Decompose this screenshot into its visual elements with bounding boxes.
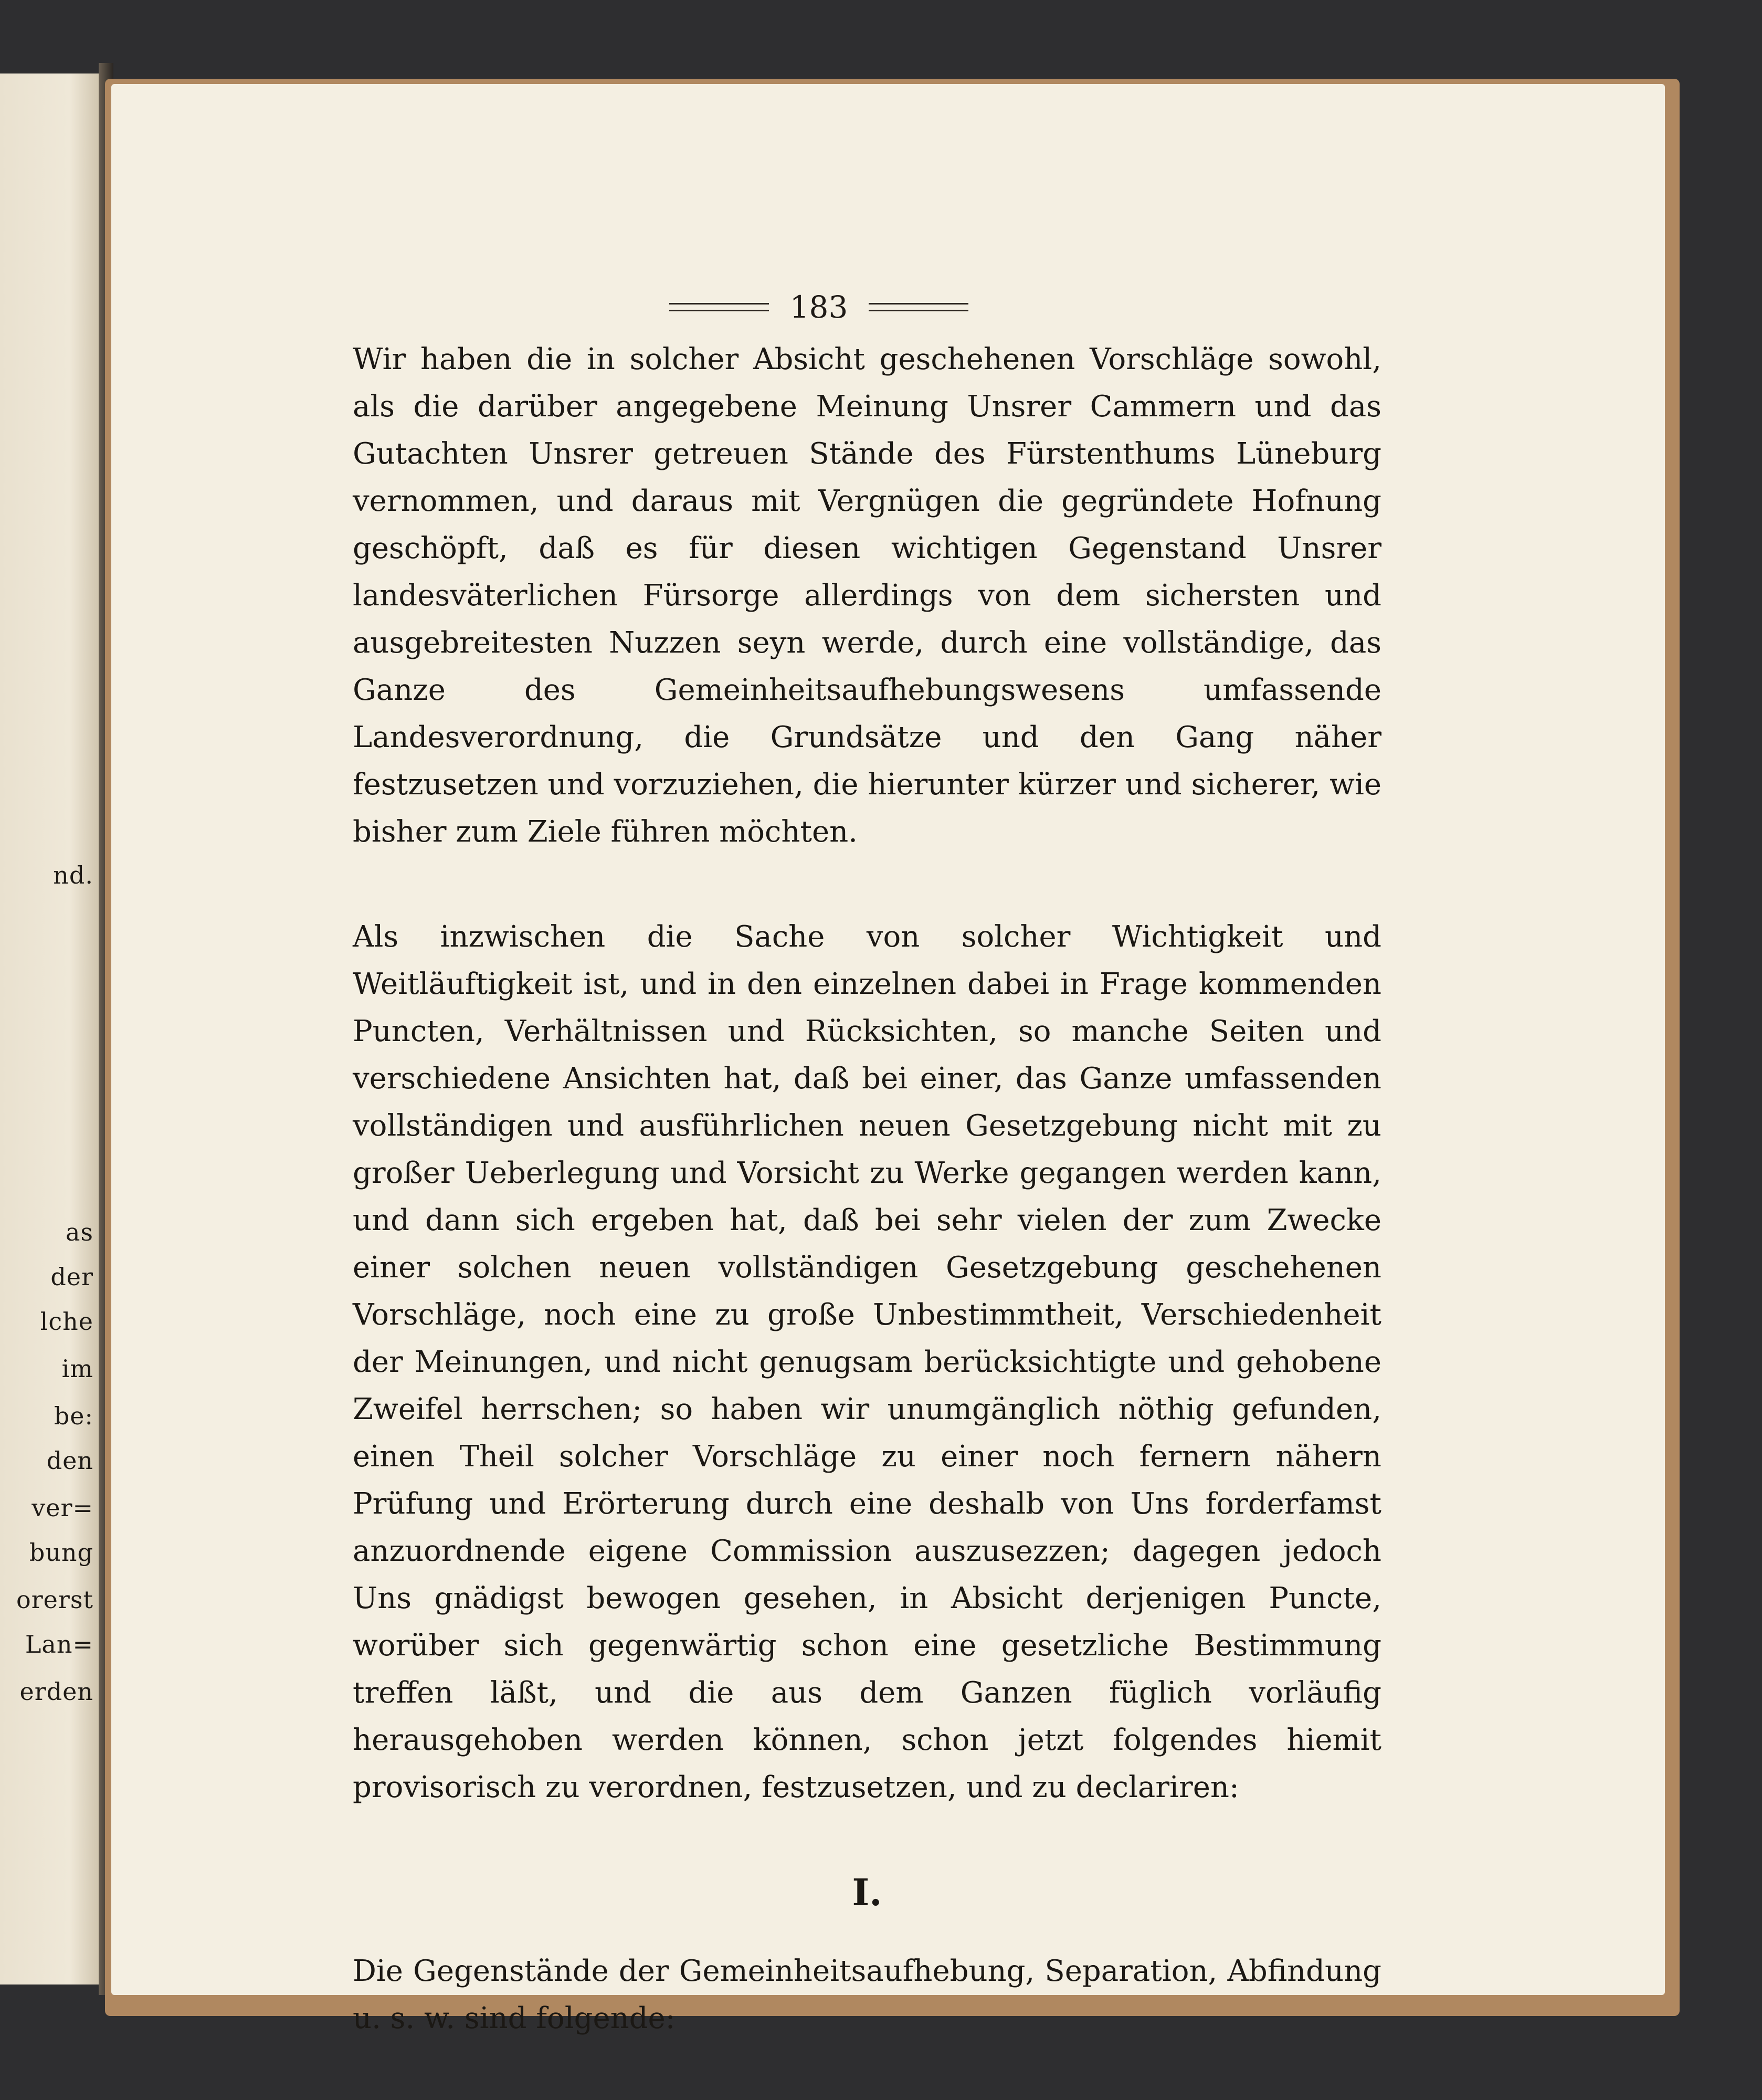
page-header [656, 286, 982, 328]
left-page-fragment: im [61, 1354, 93, 1383]
left-page-fragment: den [46, 1446, 93, 1475]
header-rule-left [669, 303, 769, 311]
section-paragraph-text: Die Gegenstände der Gemeinheitsaufhebung, Separation, Abfindung u. s. w. sind folgende: [353, 1954, 1381, 2035]
left-page-fragment: erden [19, 1677, 93, 1706]
left-page-fragment: lche [40, 1307, 93, 1336]
header-rule-right [869, 303, 968, 311]
left-page-fragment: bung [29, 1538, 93, 1567]
left-page-edge [0, 74, 100, 1984]
left-page-fragment: Lan= [25, 1630, 93, 1658]
paragraph-2-text: Als inzwischen die Sache von solcher Wichtigkeit und Weitläuftigkeit ist, und in den einzelnen dabei in Frage kommenden Puncten, Verhältnissen und Rücksichten, so manche Seiten und verschiedene Ansichten hat, daß bei einer, das Ganze umfassenden vollständigen und ausführlichen neuen Gesetzgebung nicht mit zu großer Ueberlegung und Vorsicht zu Werke gegangen werden kann, und dann sich ergeben hat, daß bei sehr vielen der zum Zwecke einer solchen neuen vollständigen Gesetzgebung geschehenen Vorschläge, noch eine zu große Unbestimmtheit, Verschiedenheit der Meinungen, und nicht genugsam berücksichtigte und gehobene Zweifel herrschen; so haben wir unumgänglich nöthig gefunden, einen Theil solcher Vorschläge zu einer noch fernern nähern Prüfung und Erörterung durch eine deshalb von Uns forderfamst anzuordnende eigene Commission auszusezzen; dagegen jedoch Uns gnädigst bewogen gesehen, in Absicht derjenigen Puncte, worüber sich gegenwärtig schon eine gesetzliche Bestimmung treffen läßt, und die aus dem Ganzen füglich vorläufig herausgehoben werden können, schon jetzt folgendes hiemit provisorisch zu verordnen, festzusetzen, und zu declariren: [353, 920, 1381, 1804]
left-page-fragment: be: [54, 1402, 93, 1430]
section-heading: I. [852, 1871, 882, 1914]
page-number: 183 [789, 289, 848, 325]
left-page-fragment: orerst [16, 1586, 93, 1614]
left-page-fragment: der [50, 1263, 93, 1291]
paragraph-1-text: Wir haben die in solcher Absicht geschehenen Vorschläge sowohl, als die darüber angegebene Meinung Unsrer Cammern und das Gutachten Unsrer getreuen Stände des Fürstenthums Lüneburg vernommen, und daraus mit Vergnügen die gegründete Hofnung geschöpft, daß es für diesen wichtigen Gegenstand Unsrer landesväterlichen Fürsorge allerdings von dem sichersten und ausgebreitesten Nuzzen seyn werde, durch eine vollständige, das Ganze des Gemeinheitsaufhebungswesens umfassende Landesverordnung, die Grundsätze und den Gang näher festzusetzen und vorzuziehen, die hierunter kürzer und sicherer, wie bisher zum Ziele führen möchten. [353, 342, 1381, 849]
paragraph-2 [353, 914, 1381, 1811]
left-page-fragment: as [65, 1218, 93, 1246]
paragraph-1 [353, 336, 1381, 856]
page-body [353, 336, 1381, 2100]
left-page-fragment: ver= [31, 1494, 93, 1522]
section-paragraph [353, 1948, 1381, 2042]
left-page-fragment: nd. [53, 861, 93, 889]
